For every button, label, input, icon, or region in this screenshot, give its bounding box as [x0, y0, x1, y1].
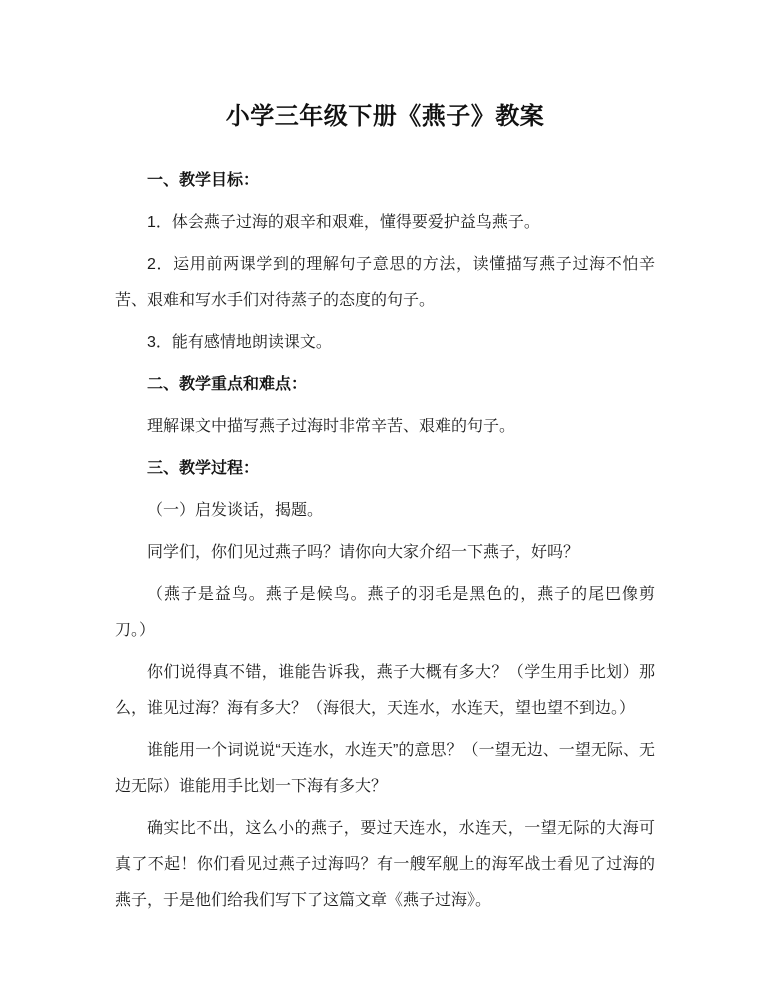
- teacher-question-1: 同学们，你们见过燕子吗？请你向大家介绍一下燕子，好吗？: [147, 544, 580, 561]
- goal-item-3: 3．能有感情地朗读课文。: [147, 334, 332, 351]
- document-title: 小学三年级下册《燕子》教案: [225, 103, 545, 130]
- teacher-question-2: 你们说得真不错，谁能告诉我，燕子大概有多大？（学生用手比划）那么，谁见过海？海有多大？（海很大，天连水，水连天，望也望不到边。）: [115, 664, 655, 717]
- process-step-1-heading: （一）启发谈话，揭题。: [147, 502, 324, 519]
- expected-answer-1: （燕子是益鸟。燕子是候鸟。燕子的羽毛是黑色的，燕子的尾巴像剪刀。）: [115, 586, 655, 639]
- section-heading-teaching-process: 三、教学过程：: [147, 460, 260, 477]
- section-heading-teaching-goals: 一、教学目标：: [147, 172, 260, 189]
- teacher-summary: 确实比不出，这么小的燕子，要过天连水，水连天，一望无际的大海可真了不起！你们看见过燕子过海吗？有一艘军舰上的海军战士看见了过海的燕子，于是他们给我们写下了这篇文章《燕子过海》。: [115, 820, 655, 909]
- teacher-question-3: 谁能用一个词说说“天连水，水连天”的意思？（一望无边、一望无际、无边无际）谁能用手比划一下海有多大？: [115, 742, 655, 795]
- section-heading-key-points: 二、教学重点和难点：: [147, 376, 308, 393]
- goal-item-1: 1．体会燕子过海的艰辛和艰难，懂得要爱护益鸟燕子。: [147, 214, 540, 231]
- key-points-text: 理解课文中描写燕子过海时非常辛苦、艰难的句子。: [147, 418, 516, 435]
- goal-item-2: 2．运用前两课学到的理解句子意思的方法，读懂描写燕子过海不怕辛苦、艰难和写水手们对待蒸子的态度的句子。: [115, 256, 655, 309]
